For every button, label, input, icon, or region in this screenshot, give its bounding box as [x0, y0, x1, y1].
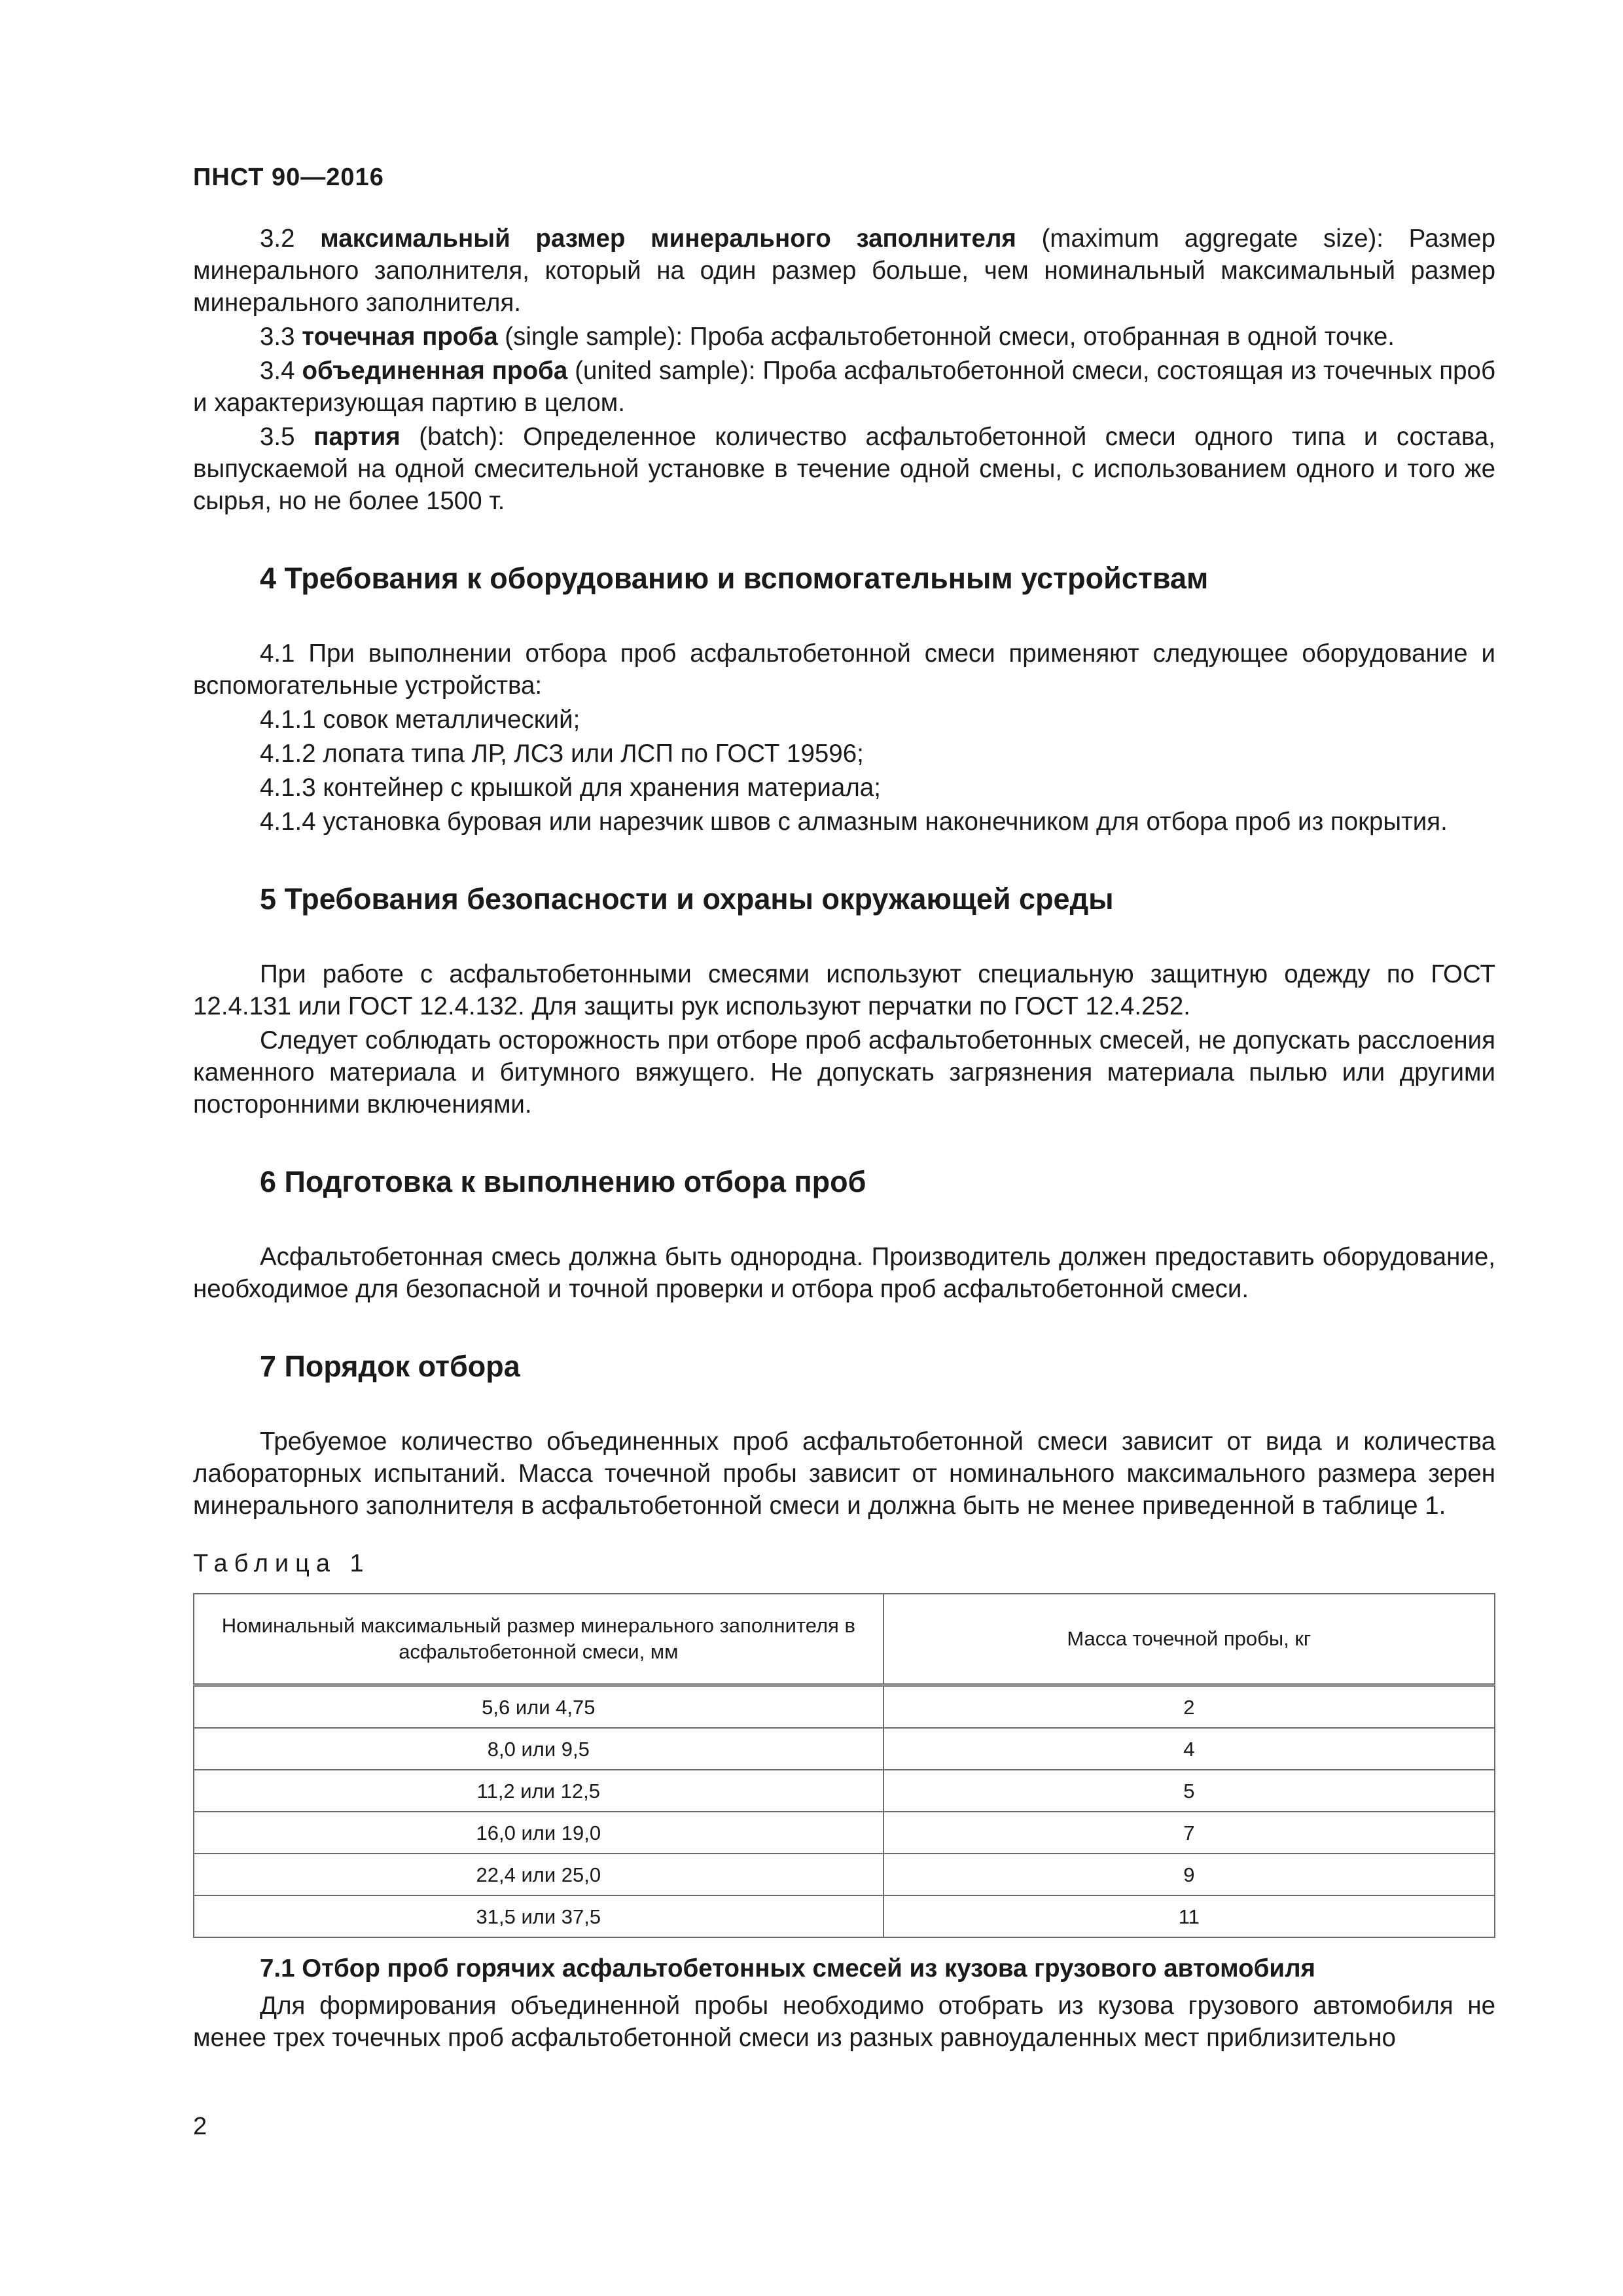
- table-cell-mass: 4: [883, 1728, 1495, 1770]
- definition-3-4: [193, 355, 1495, 419]
- table-header-row: [194, 1594, 1495, 1685]
- definition-text: (maximum aggregate size): Размер минерального заполнителя, который на один размер больше, чем номинальный максимальный размер минерального заполнителя.: [193, 224, 1495, 317]
- definition-3-5: [193, 421, 1495, 517]
- section-5-paragraph: При работе с асфальтобетонными смесями используют специальную защитную одежду по ГОСТ 12.4.131 или ГОСТ 12.4.132. Для защиты рук используют перчатки по ГОСТ 12.4.252.: [193, 960, 1495, 1020]
- table-cell-size: 31,5 или 37,5: [194, 1895, 883, 1937]
- table-cell-mass: 2: [883, 1685, 1495, 1729]
- table-cell-mass: 7: [883, 1812, 1495, 1854]
- table-cell-mass: 5: [883, 1770, 1495, 1812]
- subsection-7-1-heading: 7.1 Отбор проб горячих асфальтобетонных смесей из кузова грузового автомобиля: [260, 1954, 1315, 1982]
- definition-text: (single sample): Проба асфальтобетонной смеси, отобранная в одной точке.: [497, 323, 1395, 351]
- table-cell-size: 22,4 или 25,0: [194, 1854, 883, 1895]
- page-number: 2: [193, 2113, 207, 2140]
- table-cell-size: 5,6 или 4,75: [194, 1685, 883, 1729]
- section-5-heading: 5 Требования безопасности и охраны окружающей среды: [260, 882, 1114, 916]
- table-cell-size: 16,0 или 19,0: [194, 1812, 883, 1854]
- subsection-7-1-paragraph: Для формирования объединенной пробы необходимо отобрать из кузова грузового автомобиля не менее трех точечных проб асфальтобетонной смеси из разных равноудаленных мест приблизительно: [193, 1992, 1495, 2052]
- definition-3-3: [193, 321, 1495, 353]
- section-7-paragraph: Требуемое количество объединенных проб асфальтобетонной смеси зависит от вида и количества лабораторных испытаний. Масса точечной пробы зависит от номинального максимального размера зерен минерального заполнителя в асфальтобетонной смеси и должна быть не менее приведенной в таблице 1.: [193, 1427, 1495, 1520]
- table-cell-mass: 11: [883, 1895, 1495, 1937]
- definition-term: объединенная проба: [302, 357, 568, 385]
- sample-mass-table: [193, 1593, 1495, 1938]
- list-item: 4.1.3 контейнер с крышкой для хранения материала;: [260, 774, 881, 802]
- document-id: ПНСТ 90—2016: [193, 164, 384, 191]
- definition-text: (batch): Определенное количество асфальтобетонной смеси одного типа и состава, выпускаемой на одной смесительной установке в течение одной смены, с использованием одного и того же сырья, но не более 1500 т.: [193, 423, 1495, 515]
- section-5-paragraph: Следует соблюдать осторожность при отборе проб асфальтобетонных смесей, не допускать расслоения каменного материала и битумного вяжущего. Не допускать загрязнения материала пылью или другими посторонними включениями.: [193, 1026, 1495, 1119]
- definition-text: (united sample): Проба асфальтобетонной смеси, состоящая из точечных проб и характеризующая партию в целом.: [193, 357, 1496, 417]
- section-4-intro: 4.1 При выполнении отбора проб асфальтобетонной смеси применяют следующее оборудование и вспомогательные устройства:: [193, 639, 1495, 700]
- table-row: [194, 1854, 1495, 1895]
- definition-term: точечная проба: [302, 323, 498, 351]
- list-item: 4.1.1 совок металлический;: [260, 706, 580, 734]
- table-row: [194, 1728, 1495, 1770]
- definition-number: 3.5: [260, 423, 295, 451]
- table-column-header-mass: Масса точечной пробы, кг: [883, 1594, 1495, 1685]
- table-row: [194, 1770, 1495, 1812]
- section-6-heading: 6 Подготовка к выполнению отбора проб: [260, 1165, 866, 1198]
- page-content: [193, 223, 1495, 2056]
- table-row: [194, 1685, 1495, 1729]
- table-cell-size: 8,0 или 9,5: [194, 1728, 883, 1770]
- table-cell-size: 11,2 или 12,5: [194, 1770, 883, 1812]
- section-7-heading: 7 Порядок отбора: [260, 1350, 520, 1383]
- definition-number: 3.2: [260, 224, 295, 253]
- table-row: [194, 1812, 1495, 1854]
- section-4-heading: 4 Требования к оборудованию и вспомогательным устройствам: [260, 562, 1209, 595]
- definition-number: 3.4: [260, 357, 295, 385]
- table-row: [194, 1895, 1495, 1937]
- table-cell-mass: 9: [883, 1854, 1495, 1895]
- definition-3-2: [193, 223, 1495, 319]
- definition-term: партия: [313, 423, 401, 451]
- list-item: 4.1.4 установка буровая или нарезчик швов с алмазным наконечником для отбора проб из покрытия.: [260, 808, 1448, 836]
- table-caption: Таблица 1: [193, 1550, 370, 1577]
- definition-number: 3.3: [260, 323, 295, 351]
- list-item: 4.1.2 лопата типа ЛР, ЛСЗ или ЛСП по ГОСТ 19596;: [260, 740, 864, 768]
- section-6-paragraph: Асфальтобетонная смесь должна быть однородна. Производитель должен предоставить оборудование, необходимое для безопасной и точной проверки и отбора проб асфальтобетонной смеси.: [193, 1243, 1495, 1303]
- definition-term: максимальный размер минерального заполнителя: [320, 224, 1016, 253]
- table-column-header-size: Номинальный максимальный размер минерального заполнителя в асфальтобетонной смеси, мм: [194, 1594, 883, 1685]
